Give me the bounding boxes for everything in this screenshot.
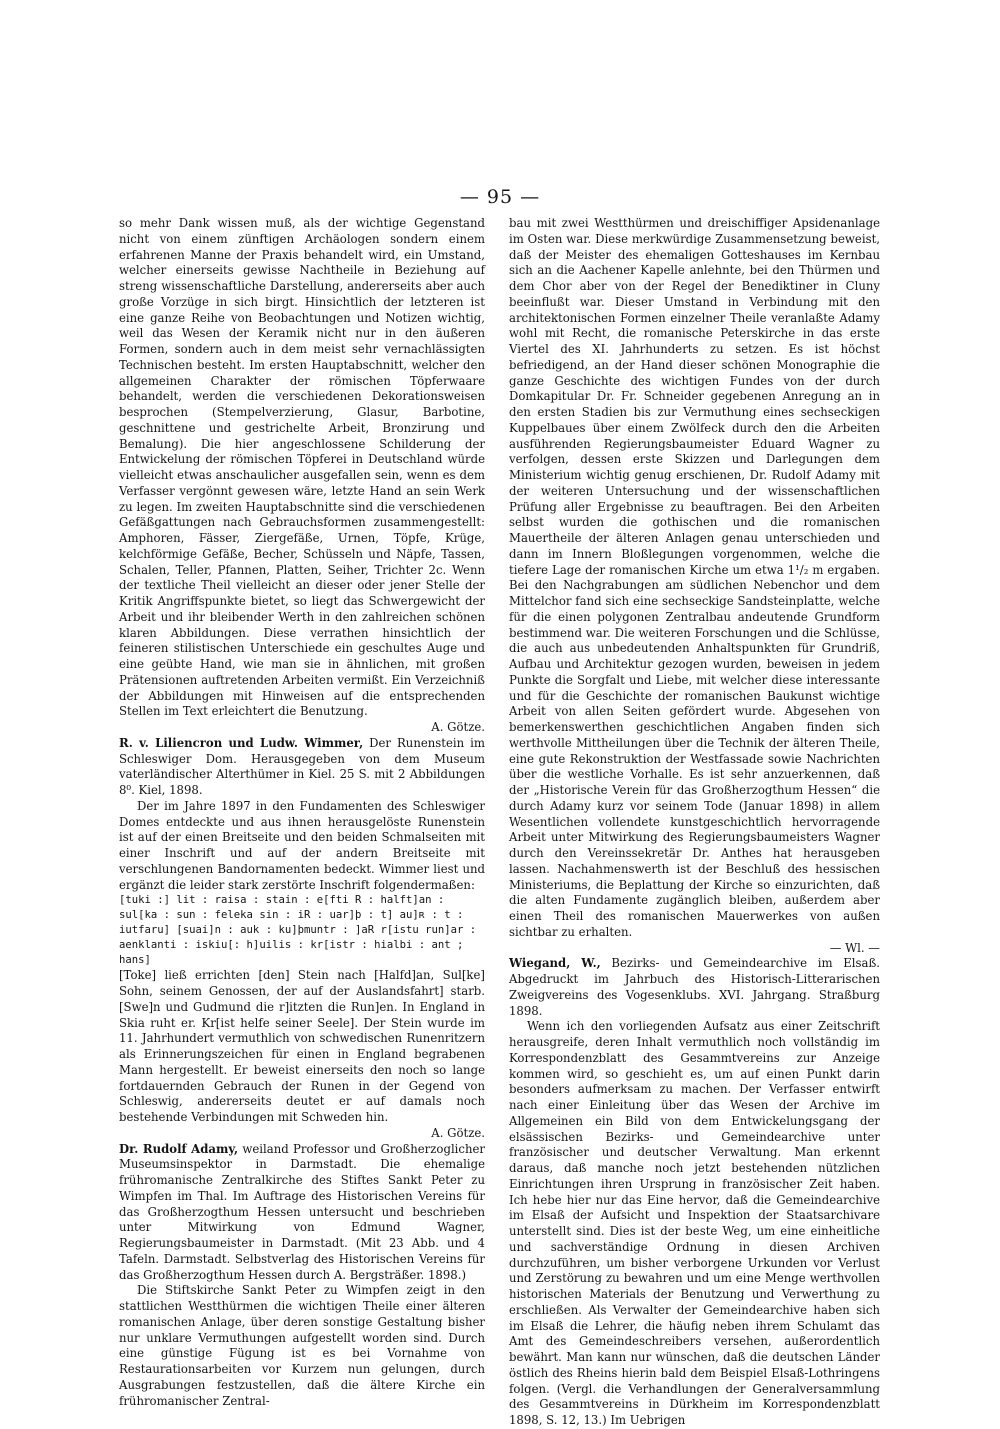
entry-title: Der Runenstein im Schleswiger Dom. Herausgegeben von dem Museum vaterländischer Alterthümer in Kiel. 25 S. mit 2 Abbildungen 8⁰. Kiel, 1898.	[119, 735, 485, 797]
entry-author: Dr. Rudolf Adamy,	[119, 1141, 239, 1156]
entry-heading	[509, 956, 880, 1019]
entry-heading	[119, 736, 485, 799]
left-column	[119, 216, 485, 1409]
body-paragraph: Der im Jahre 1897 in den Fundamenten des Schleswiger Domes entdeckte und aus ihnen herausgelöste Runenstein ist auf der einen Breitseite und den beiden Schmalseiten mit einer Inschrift und auf der andern Breitseite mit verschlungenen Bandornamenten bedeckt. Wimmer liest und ergänzt die leider stark zerstörte Inschrift folgendermaßen:	[119, 798, 485, 892]
body-paragraph: [Toke] ließ errichten [den] Stein nach [Halfd]an, Sul[ke] Sohn, seinem Genossen, der auf der Auslandsfahrt] starb. [Swe]n und Gudmund die r]itzten die Run]en. In England in Skia ruht er. Kr[ist helfe seiner Seele]. Der Stein wurde im 11. Jahrhundert vermuthlich von schwedischen Runenritzern als Erinnerungszeichen für einen in England begrabenen Mann hergestellt. Er beweist einerseits den noch so lange fortdauernden Gebrauch der Runen in der Gegend von Schleswig, andererseits deutet er auf damals noch bestehende Verbindungen mit Schweden hin.	[119, 968, 485, 1124]
runic-inscription: [tuki :] lit : raisa : stain : e[fti R : halft]an : sul[ka : sun : feleka sin : iR : uar]þ : t] au]ʀ : t : iutfaru] [suai]n : auk : ku]þmuntr : ]aR r[istu run]ar : aenklanti : iskiu[: h]uilis : kr[istr : hialbi : ant ; hans]	[119, 894, 477, 967]
entry-title: Bezirks- und Gemeindearchive im Elsaß. Abgedruckt im Jahrbuch des Historisch-Litterarischen Zweigvereins des Vogesenklubs. XVI. Jahrgang. Straßburg 1898.	[509, 956, 881, 1018]
signature: — Wl. —	[829, 940, 880, 955]
entry-title: weiland Professor und Großherzoglicher Museumsinspektor in Darmstadt. Die ehemalige frühromanische Zentralkirche des Stiftes Sankt Peter zu Wimpfen im Thal. Im Auftrage des Historischen Vereins für das Großherzogthum Hessen untersucht und beschrieben unter Mitwirkung von Edmund Wagner, Regierungsbaumeister in Darmstadt. (Mit 23 Abb. und 4 Tafeln. Darmstadt. Selbstverlag des Historischen Vereins für das Großherzogthum Hessen durch A. Bergsträßer. 1898.)	[119, 1141, 485, 1282]
signature: A. Götze.	[431, 1125, 485, 1140]
page-number: — 95 —	[459, 186, 541, 208]
continued-paragraph: bau mit zwei Westthürmen und dreischiffiger Apsidenanlage im Osten war. Diese merkwürdige Zusammensetzung beweist, daß der Meister des ehemaligen Gotteshauses im Kernbau sich an die Aachener Kapelle anlehnte, bei den Thürmen und dem Chor aber von der Regel der Benediktiner in Cluny beeinflußt war. Dieser Umstand in Verbindung mit den architektonischen Formen einzelner Theile veranlaßte Adamy wohl mit Recht, die romanische Peterskirche in das erste Viertel des XI. Jahrhunderts zu setzen. Es ist höchst befriedigend, an der Hand dieser schönen Monographie die ganze Geschichte des wichtigen Fundes von der durch Domkapitular Dr. Fr. Schneider gegebenen Anregung an in den ersten Stadien bis zur Vermuthung eines sechseckigen Kuppelbaues über einem Zwölfeck durch den die Arbeiten ausführenden Regierungsbaumeister Eduard Wagner zu verfolgen, dessen erste Skizzen und Darlegungen dem Ministerium wichtig genug erschienen, Dr. Rudolf Adamy mit der weiteren Untersuchung und der wissenschaftlichen Prüfung aller Ergebnisse zu beauftragen. Bei den Arbeiten selbst wurden die gothischen und die romanischen Mauertheile der älteren Anlagen genau unterschieden und dann im Innern Bloßlegungen vorgenommen, welche die tiefere Lage der romanischen Kirche um etwa 1¹/₂ m ergaben. Bei den Nachgrabungen am südlichen Nebenchor und dem Mittelchor fand sich eine sechseckige Sandsteinplatte, welche für die einen polygonen Zentralbau andeutende Grundform bestimmend war. Die weiteren Forschungen und die Schlüsse, die auch aus unbedeutenden Anhaltspunkten für Grundriß, Aufbau und Architektur gezogen wurden, beweisen in jedem Punkte die Sorgfalt und Liebe, mit welcher diese interessante und für die Geschichte der romanischen Baukunst wichtige Arbeit von allen Seiten gefördert wurde. Abgesehen von bemerkenswerthen geschichtlichen Angaben finden sich werthvolle Mittheilungen über die Technik der älteren Theile, eine gute Rekonstruktion der Westfassade sowie Nachrichten über die westliche Vorhalle. Es ist sehr anzuerkennen, daß der „Historische Verein für das Großherzogthum Hessen“ die durch Adamy kurz vor seinem Tode (Januar 1898) in allem Wesentlichen vollendete kunstgeschichtlich hervorragende Arbeit unter Mitwirkung des Regierungsbaumeisters Wagner durch den Vereinssekretär Dr. Anthes hat herausgeben lassen. Nachahmenswerth ist der Beschluß des hessischen Ministeriums, die Beplattung der Kirche so einzurichten, daß die alten Fundamente zugänglich bleiben, außerdem aber einen Theil des romanischen Mauerwerkes von außen sichtbar zu erhalten.	[509, 216, 880, 939]
intro-paragraph: so mehr Dank wissen muß, als der wichtige Gegenstand nicht von einem zünftigen Archäologen sondern einem erfahrenen Manne der Praxis behandelt wird, ein Umstand, welcher einerseits gewisse Nachtheile in Beziehung auf streng wissenschaftliche Darstellung, andererseits aber auch große Vorzüge in sich birgt. Hinsichtlich der letzteren ist eine ganze Reihe von Beobachtungen und Notizen wichtig, weil das Wesen der Keramik nicht nur in den äußeren Formen, sondern auch in dem meist sehr vernachlässigten Technischen besteht. Im ersten Hauptabschnitt, welcher den allgemeinen Charakter der römischen Töpferwaare behandelt, werden die verschiedenen Dekorationsweisen besprochen (Stempelverzierung, Glasur, Barbotine, geschnittene und gestrichelte Arbeit, Bronzirung und Bemalung). Die hier angeschlossene Schilderung der Entwickelung der römischen Töpferei in Deutschland würde vielleicht etwas anschaulicher ausgefallen sein, wenn es dem Verfasser vergönnt gewesen wäre, letzte Hand an sein Werk zu legen. Im zweiten Hauptabschnitte sind die verschiedenen Gefäßgattungen nach Gebrauchsformen zusammengestellt: Amphoren, Fässer, Ziergefäße, Urnen, Töpfe, Krüge, kelchförmige Gefäße, Becher, Schüsseln und Näpfe, Tassen, Schalen, Teller, Pfannen, Platten, Seiher, Trichter 2c. Wenn der textliche Theil vielleicht an dieser oder jener Stelle der Kritik Angriffspunkte bietet, so liegt das Schwergewicht der Arbeit und ihr bleibender Werth in den zahlreichen schönen klaren Abbildungen. Diese verrathen hinsichtlich der feineren stilistischen Unterschiede ein geschultes Auge und eine geübte Hand, wie man sie in ähnlichen, mit großen Prätensionen auftretenden Arbeiten vermißt. Ein Verzeichniß der Abbildungen mit Hinweisen auf die entsprechenden Stellen im Text erleichtert die Benutzung.	[119, 216, 485, 719]
entry-heading	[119, 1142, 485, 1284]
entry-author: R. v. Liliencron und Ludw. Wimmer,	[119, 735, 364, 750]
entry-author: Wiegand, W.,	[509, 956, 601, 971]
body-paragraph: Die Stiftskirche Sankt Peter zu Wimpfen zeigt in den stattlichen Westthürmen die wichtigen Theile einer älteren romanischen Anlage, über deren sonstige Gestaltung bisher nur unklare Vermuthungen aufgestellt worden sind. Durch eine günstige Fügung ist es bei Vornahme von Restaurationsarbeiten vor Kurzem nun gelungen, durch Ausgrabungen festzustellen, daß die ältere Kirche ein frühromanischer Zentral-	[119, 1283, 485, 1408]
body-paragraph: Wenn ich den vorliegenden Aufsatz aus einer Zeitschrift herausgreife, deren Inhalt vermuthlich noch vollständig im Korrespondenzblatt des Gesammtvereins zur Anzeige kommen wird, so geschieht es, um auf einen Punkt darin besonders aufmerksam zu machen. Der Verfasser entwirft nach einer Einleitung über das Wesen der Archive im Allgemeinen ein Bild von dem Entwickelungsgang der elsässischen Bezirks- und Gemeindearchive unter französischer und deutscher Verwaltung. Man erkennt daraus, daß manche noch jetzt bestehenden nützlichen Einrichtungen ihren Ursprung in französischer Zeit haben. Ich hebe hier nur das Eine hervor, daß die Gemeindearchive im Elsaß der Aufsicht und Inspektion der Staatsarchivare unterstellt sind. Dies ist der beste Weg, um eine einheitliche und sachverständige Ordnung in diesen Archiven durchzuführen, um bisher verborgene Urkunden vor Verlust und Zerstörung zu bewahren und um eine Menge werthvollen historischen Materials der Benutzung und Verwerthung zu erschließen. Als Verwalter der Gemeindearchive haben sich im Elsaß die Lehrer, die häufig neben ihrem Schulamt das Amt des Gemeindeschreibers versehen, außerordentlich bewährt. Man kann nur wünschen, daß die deutschen Länder östlich des Rheins hierin bald dem Beispiel Elsaß-Lothringens folgen. (Vergl. die Verhandlungen der Generalversammlung des Gesammtvereins in Dürkheim im Korrespondenzblatt 1898, S. 12, 13.) Im Uebrigen	[509, 1019, 880, 1427]
signature: A. Götze.	[431, 720, 485, 734]
right-column	[509, 216, 880, 1429]
